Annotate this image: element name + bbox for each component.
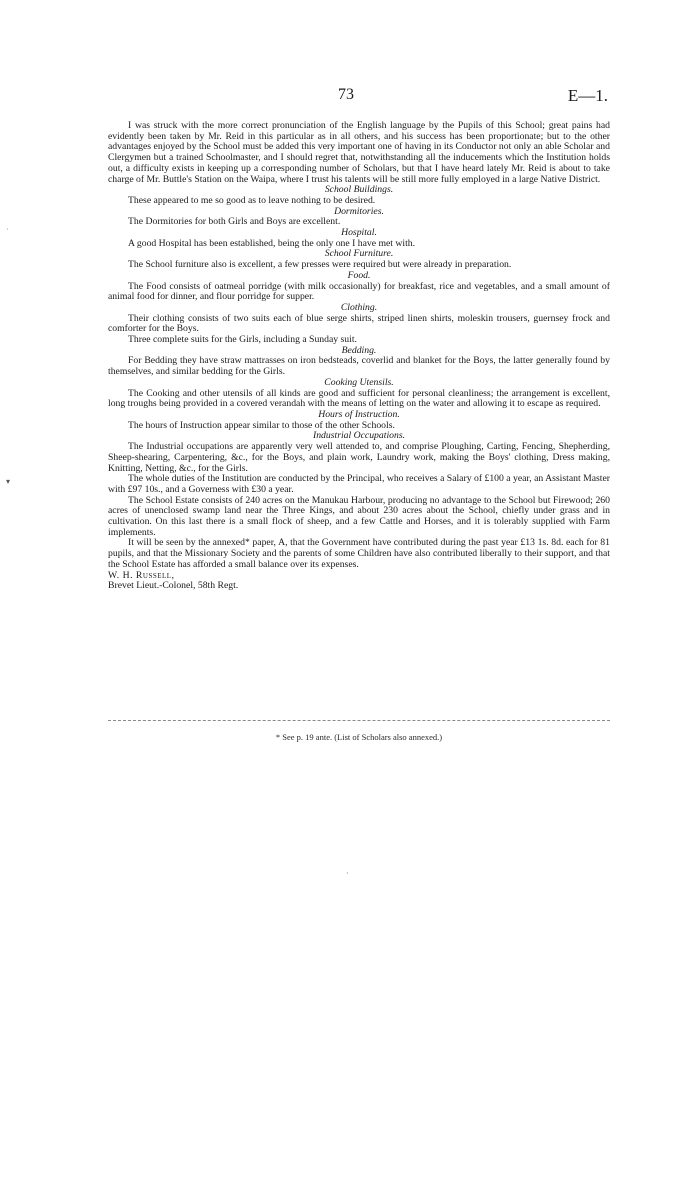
section-heading-cooking-utensils: Cooking Utensils. [324, 376, 394, 388]
section-paragraph: A good Hospital has been established, being the only one I have met with. [128, 237, 416, 249]
section-paragraph: The Dormitories for both Girls and Boys are excellent. [128, 216, 341, 228]
section-heading-industrial-occupations: Industrial Occupations. [312, 430, 406, 442]
footnote-divider [108, 720, 610, 721]
section-heading-hospital: Hospital. [341, 227, 377, 239]
intro-paragraph: I was struck with the more correct pronunciation of the English language by the Pupils of this School; great pains had evidently been taken by Mr. Reid in this particular as in all others, and his success has been proportionate; but to the other advantages enjoyed by the School must be added this very important one of having in its Conductor not only an able Scholar and Clergymen but a trained Schoolmaster, and I should regret that, notwithstanding all the inducements which the Institution holds out, a difficulty exists in keeping up a corresponding number of Scholars, but that I have heard lately Mr. Reid is about to take charge of Mr. Buttle's Station on the Waipa, where I trust his talents will be still more fully employed in a large Native District. [108, 120, 610, 185]
section-heading-clothing: Clothing. [340, 301, 378, 313]
section-heading-bedding: Bedding. [341, 344, 377, 356]
section-paragraph: The School furniture also is excellent, a few presses were required but were already in preparation. [128, 259, 512, 271]
section-paragraph: It will be seen by the annexed* paper, A, that the Government have contributed during the past year £13 1s. 8d. each for 81 pupils, and that the Missionary Society and the parents of some Children have also contributed liberally to their support, and that the School Estate has afforded a small balance over its expenses. [108, 537, 610, 570]
section-paragraph: The School Estate consists of 240 acres on the Manukau Harbour, producing no advantage to the School but Firewood; 260 acres of unenclosed swamp land near the Three Kings, and about 230 acres about the School, chiefly under grass and in cultivation. On this last there is a small flock of sheep, and a few Cattle and Horses, and it is tolerably supplied with Farm implements. [108, 494, 610, 538]
section-paragraph: The Food consists of oatmeal porridge (with milk occasionally) for breakfast, rice and vegetables, and a small amount of animal food for dinner, and flour porridge for supper. [108, 280, 610, 303]
section-heading-dormitories: Dormitories. [334, 205, 384, 217]
page-number: 73 [338, 86, 354, 103]
section-heading-school-furniture: School Furniture. [324, 248, 394, 260]
section-paragraph: The hours of Instruction appear similar to those of the other Schools. [128, 419, 395, 431]
section-paragraph: The Cooking and other utensils of all kinds are good and sufficient for personal cleanliness; the arrangement is excellent, long troughs being provided in a covered verandah with the means of letting on the water and allowing it to escape as required. [108, 387, 610, 410]
scan-speck: ▾ [6, 477, 11, 486]
footnote: * See p. 19 ante. (List of Scholars also annexed.) [275, 732, 443, 742]
scan-speck: ˙ [6, 227, 9, 236]
section-heading-food: Food. [347, 269, 371, 281]
signature-title: Brevet Lieut.-Colonel, 58th Regt. [108, 580, 239, 592]
section-paragraph: These appeared to me so good as to leave nothing to be desired. [128, 194, 376, 206]
section-paragraph: Their clothing consists of two suits each of blue serge shirts, striped linen shirts, moleskin trousers, guernsey frock and comforter for the Boys. [108, 312, 610, 335]
scan-speck: · [346, 869, 349, 878]
signature-name: W. H. Russell, [108, 569, 175, 581]
section-paragraph: The Industrial occupations are apparently very well attended to, and comprise Ploughing, Carting, Fencing, Shepherding, Sheep-shearing, Carpentering, &c., for the Boys, and plain work, Laundry work, making the Boys' clothing, Dress making, Knitting, Netting, &c., for the Girls. [108, 441, 610, 474]
section-paragraph: Three complete suits for the Girls, including a Sunday suit. [128, 334, 357, 346]
section-paragraph: For Bedding they have straw mattrasses on iron bedsteads, coverlid and blanket for the Boys, the latter generally found by themselves, and similar bedding for the Girls. [108, 355, 610, 378]
document-reference: E—1. [567, 86, 608, 105]
section-heading-school-buildings: School Buildings. [324, 184, 394, 196]
section-heading-hours-of-instruction: Hours of Instruction. [318, 408, 400, 420]
section-paragraph: The whole duties of the Institution are conducted by the Principal, who receives a Salary of £100 a year, an Assistant Master with £97 10s., and a Governess with £30 a year. [108, 473, 610, 495]
report-body [108, 121, 610, 592]
